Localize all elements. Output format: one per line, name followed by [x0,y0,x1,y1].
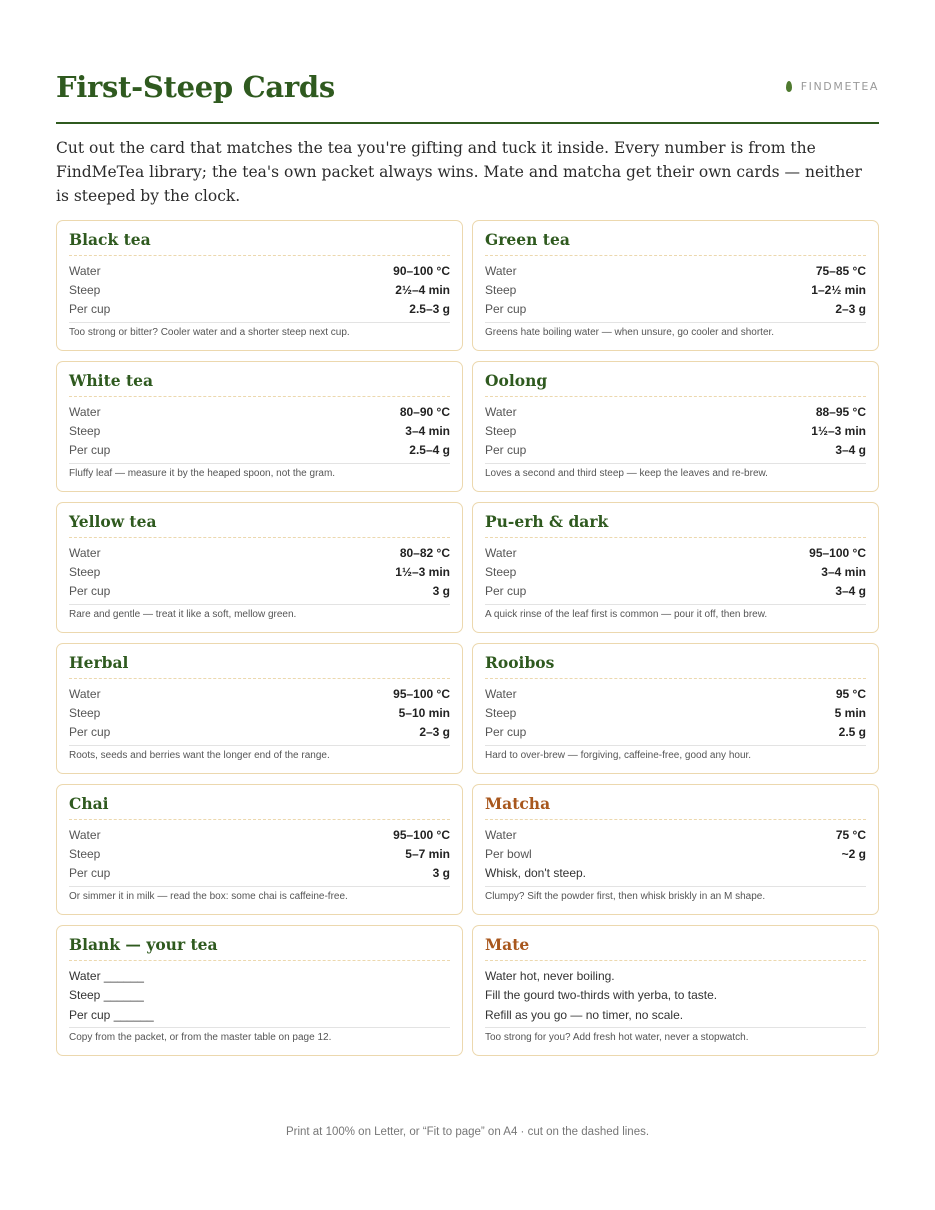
row-value: 80–82 °C [399,545,450,560]
card-title: Pu-erh & dark [485,512,866,538]
row-per-cup [69,299,450,318]
row-label: Steep [69,705,101,720]
row-label: Water [485,827,517,842]
row-value: 5 min [834,705,866,720]
card-note: Roots, seeds and berries want the longer end of the range. [69,745,450,761]
row-per-cup [69,722,450,741]
card-mate [472,925,879,1056]
card-rooibos [472,643,879,774]
card-line: Whisk, don't steep. [485,865,587,880]
row-value: 1½–3 min [811,423,866,438]
row-value: ~2 g [841,846,866,861]
row-label: Water [485,404,517,419]
card-title: Herbal [69,653,450,679]
row-water [69,825,450,844]
row-label: Per cup [69,442,111,457]
row-per-cup [69,440,450,459]
blank-per-cup-line: Per cup ______ [69,1007,154,1022]
blank-water-line: Water ______ [69,968,144,983]
row-label: Water [69,263,101,278]
card-note: A quick rinse of the leaf first is common — pour it off, then brew. [485,604,866,620]
card-matcha [472,784,879,915]
brand-name: FINDMETEA [800,80,879,93]
row-value: 2.5–4 g [409,442,450,457]
row-water [69,261,450,280]
row-per-cup [485,299,866,318]
print-footer: Print at 100% on Letter, or “Fit to page” on A4 · cut on the dashed lines. [285,1126,650,1138]
row-steep [69,703,450,722]
card-note: Copy from the packet, or from the master table on page 12. [69,1027,450,1043]
card-black-tea [56,220,463,351]
row-value: 3–4 min [405,423,450,438]
row-value: 95–100 °C [393,827,450,842]
row-value: 95–100 °C [809,545,866,560]
row-per-cup [485,440,866,459]
row-label: Water [485,686,517,701]
row-value: 95 °C [835,686,866,701]
row-value: 5–10 min [398,705,450,720]
row-label: Per cup [69,583,111,598]
row-label: Steep [69,564,101,579]
card-grid [56,220,879,1056]
row-value: 2½–4 min [395,282,450,297]
row-label: Water [69,686,101,701]
card-title: Blank — your tea [69,935,450,961]
row-per-cup [69,863,450,882]
row-label: Water [69,545,101,560]
card-line: Fill the gourd two-thirds with yerba, to taste. [485,988,718,1003]
brand-logo [786,80,879,93]
row-per-bowl [485,844,866,863]
row-water [69,684,450,703]
row-steep [69,562,450,581]
card-note: Loves a second and third steep — keep the leaves and re-brew. [485,463,866,479]
row-water [485,543,866,562]
row-label: Per cup [69,724,111,739]
card-herbal [56,643,463,774]
row-steep [485,562,866,581]
card-note: Too strong for you? Add fresh hot water, never a stopwatch. [485,1027,866,1043]
row-water [485,402,866,421]
row-water [485,261,866,280]
row-label: Water [69,827,101,842]
row-value: 2–3 g [835,301,866,316]
row-steep [69,844,450,863]
card-note: Greens hate boiling water — when unsure, go cooler and shorter. [485,322,866,338]
card-line: Refill as you go — no timer, no scale. [485,1007,684,1022]
row-value: 3–4 g [835,442,866,457]
card-title: Black tea [69,230,450,256]
card-title: Mate [485,935,866,961]
row-label: Per cup [69,301,111,316]
card-title: Yellow tea [69,512,450,538]
row-value: 75–85 °C [815,263,866,278]
row-value: 3 g [432,583,450,598]
row-value: 1–2½ min [811,282,866,297]
row-label: Steep [485,282,517,297]
card-oolong [472,361,879,492]
row-value: 3–4 g [835,583,866,598]
card-note: Hard to over-brew — forgiving, caffeine-free, good any hour. [485,745,866,761]
row-water [485,684,866,703]
row-value: 75 °C [835,827,866,842]
row-label: Per cup [485,724,527,739]
row-label: Steep [69,846,101,861]
row-value: 3 g [432,865,450,880]
card-note: Clumpy? Sift the powder first, then whisk briskly in an M shape. [485,886,866,902]
row-steep [485,703,866,722]
row-value: 80–90 °C [399,404,450,419]
card-chai [56,784,463,915]
row-label: Steep [485,423,517,438]
card-green-tea [472,220,879,351]
row-label: Water [69,404,101,419]
card-title: Matcha [485,794,866,820]
row-steep [485,280,866,299]
row-label: Steep [69,282,101,297]
card-note: Or simmer it in milk — read the box: some chai is caffeine-free. [69,886,450,902]
row-value: 2.5 g [838,724,866,739]
row-label: Per bowl [485,846,532,861]
card-title: White tea [69,371,450,397]
row-label: Steep [485,564,517,579]
row-water [69,402,450,421]
row-value: 2.5–3 g [409,301,450,316]
row-value: 2–3 g [419,724,450,739]
row-value: 5–7 min [405,846,450,861]
row-value: 3–4 min [821,564,866,579]
card-note: Fluffy leaf — measure it by the heaped spoon, not the gram. [69,463,450,479]
row-label: Water [485,263,517,278]
card-title: Oolong [485,371,866,397]
blank-steep-line: Steep ______ [69,988,144,1003]
card-note: Rare and gentle — treat it like a soft, mellow green. [69,604,450,620]
row-steep [69,421,450,440]
row-value: 95–100 °C [393,686,450,701]
card-pu-erh [472,502,879,633]
row-value: 1½–3 min [395,564,450,579]
row-per-cup [69,581,450,600]
row-label: Per cup [485,301,527,316]
row-steep [69,280,450,299]
page-title: First-Steep Cards [56,70,335,104]
page-header [56,70,879,124]
row-label: Per cup [485,442,527,457]
row-per-cup [485,581,866,600]
row-label: Water [485,545,517,560]
card-line: Water hot, never boiling. [485,968,615,983]
row-value: 88–95 °C [815,404,866,419]
row-per-cup [485,722,866,741]
card-blank [56,925,463,1056]
card-title: Chai [69,794,450,820]
leaf-icon [786,81,792,92]
intro-text: Cut out the card that matches the tea you're gifting and tuck it inside. Every number is from the FindMeTea library; the tea's own packet always wins. Mate and matcha get their own cards — neither is steeped by the clock. [56,139,862,205]
card-yellow-tea [56,502,463,633]
row-water [485,825,866,844]
row-value: 90–100 °C [393,263,450,278]
card-note: Too strong or bitter? Cooler water and a shorter steep next cup. [69,322,450,338]
card-title: Rooibos [485,653,866,679]
row-label: Steep [69,423,101,438]
card-title: Green tea [485,230,866,256]
row-water [69,543,450,562]
card-white-tea [56,361,463,492]
row-label: Per cup [485,583,527,598]
row-label: Per cup [69,865,111,880]
row-label: Steep [485,705,517,720]
row-steep [485,421,866,440]
